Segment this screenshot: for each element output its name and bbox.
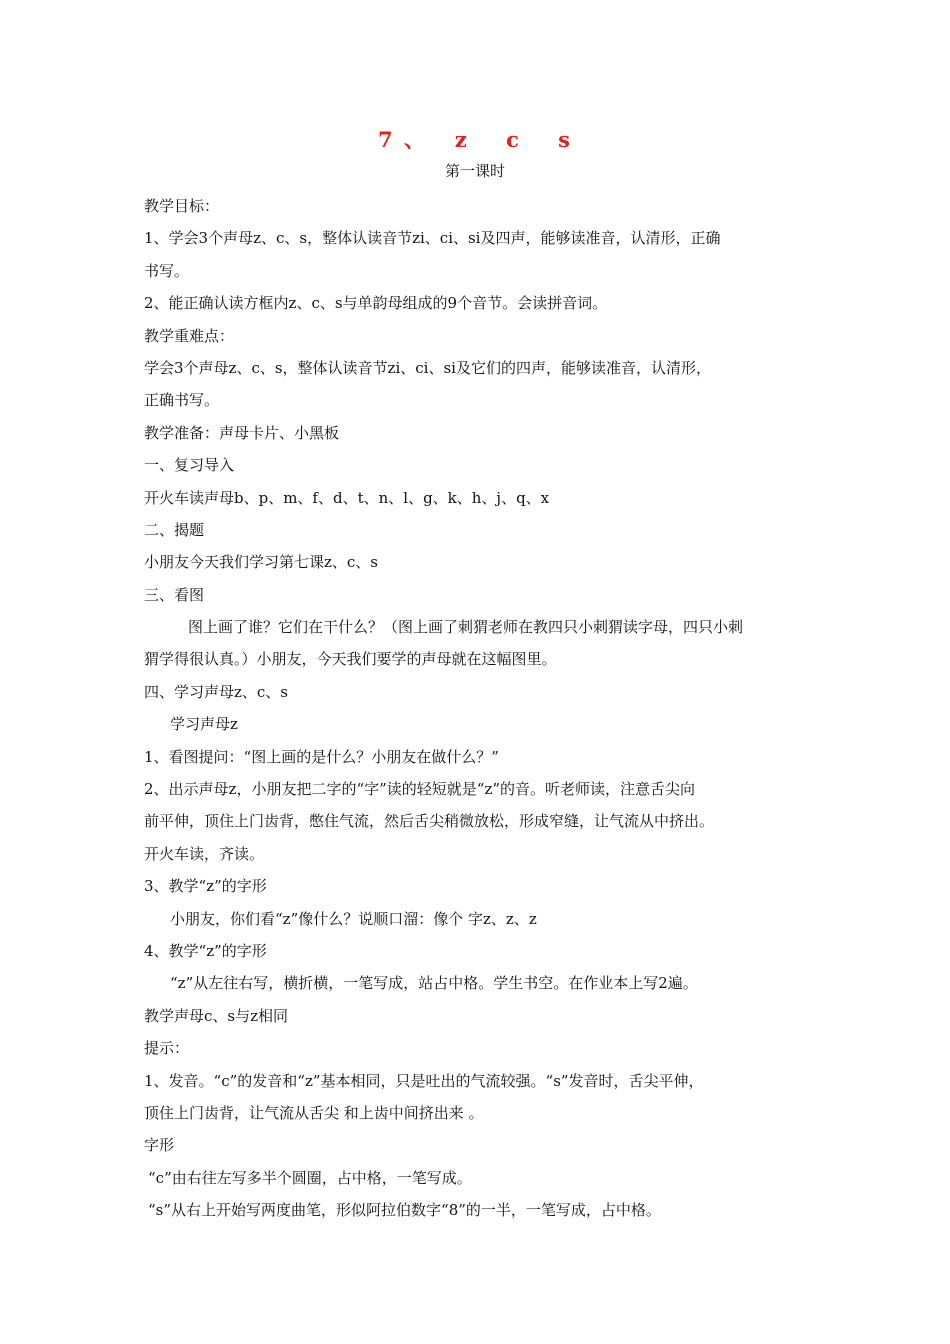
paragraph-line: 2、出示声母z，小朋友把二字的“字”读的轻短就是“z”的音。听老师读，注意舌尖向 — [144, 780, 696, 799]
paragraph-line: 1、发音。“c”的发音和“z”基本相同，只是吐出的气流较强。“s”发音时，舌尖平伸， — [144, 1071, 704, 1090]
paragraph-line: 顶住上门齿背，让气流从舌尖 和上齿中间挤出来 。 — [144, 1103, 484, 1122]
paragraph-line: 1、看图提问：“图上画的是什么？小朋友在做什么？” — [144, 747, 499, 766]
paragraph-line: 开火车读，齐读。 — [144, 844, 265, 863]
section-heading: 一、复习导入 — [144, 456, 235, 475]
paragraph-line: 正确书写。 — [144, 391, 220, 410]
paragraph-line: 学会3个声母z、c、s，整体认读音节zi、ci、si及它们的四声，能够读准音，认清形， — [144, 358, 711, 377]
paragraph-line: 前平伸，顶住上门齿背，憋住气流，然后舌尖稍微放松，形成窄缝，让气流从中挤出。 — [144, 812, 715, 831]
paragraph-line: 猬学得很认真。）小朋友，今天我们要学的声母就在这幅图里。 — [144, 650, 557, 669]
paragraph-line: “z”从左往右写，横折横，一笔写成，站占中格。学生书空。在作业本上写2遍。 — [170, 974, 698, 993]
lesson-title: 7 、 z c s — [378, 127, 572, 152]
paragraph-line: 图上画了谁？它们在干什么？（图上画了刺猬老师在教四只小刺猬读字母，四只小刺 — [188, 618, 744, 637]
paragraph-line: “c”由右往左写多半个圆圈，占中格，一笔写成。 — [148, 1168, 472, 1187]
paragraph-line: 2、能正确认读方框内z、c、s与单韵母组成的9个音节。会读拼音词。 — [144, 294, 608, 313]
paragraph-line: 4、教学“z”的字形 — [144, 941, 267, 960]
paragraph-line: 教学准备：声母卡片、小黑板 — [144, 423, 340, 442]
section-heading: 四、学习声母z、c、s — [144, 682, 289, 701]
paragraph-line: 提示： — [144, 1039, 190, 1058]
paragraph-line: 教学重难点： — [144, 326, 235, 345]
section-heading: 三、看图 — [144, 585, 205, 604]
paragraph-line: 学习声母z — [170, 715, 238, 734]
document-body — [144, 190, 824, 1227]
lesson-subtitle: 第一课时 — [444, 162, 505, 180]
paragraph-line: 开火车读声母b、p、m、f、d、t、n、l、g、k、h、j、q、x — [144, 488, 550, 507]
section-heading: 二、揭题 — [144, 520, 205, 539]
paragraph-line: 教学声母c、s与z相同 — [144, 1006, 289, 1025]
paragraph-line: 小朋友今天我们学习第七课z、c、s — [144, 553, 379, 572]
paragraph-line: 3、教学“z”的字形 — [144, 877, 267, 896]
paragraph-line: 1、学会3个声母z、c、s，整体认读音节zi、ci、si及四声，能够读准音，认清形，正确 — [144, 229, 721, 248]
paragraph-line: “s”从右上开始写两度曲笔，形似阿拉伯数字“8”的一半，一笔写成，占中格。 — [148, 1201, 661, 1220]
paragraph-line: 小朋友，你们看“z”像什么？说顺口溜：像个 字z、z、z — [170, 909, 537, 928]
paragraph-line: 书写。 — [144, 261, 190, 280]
paragraph-line: 字形 — [144, 1136, 175, 1155]
paragraph-line: 教学目标： — [144, 197, 220, 215]
